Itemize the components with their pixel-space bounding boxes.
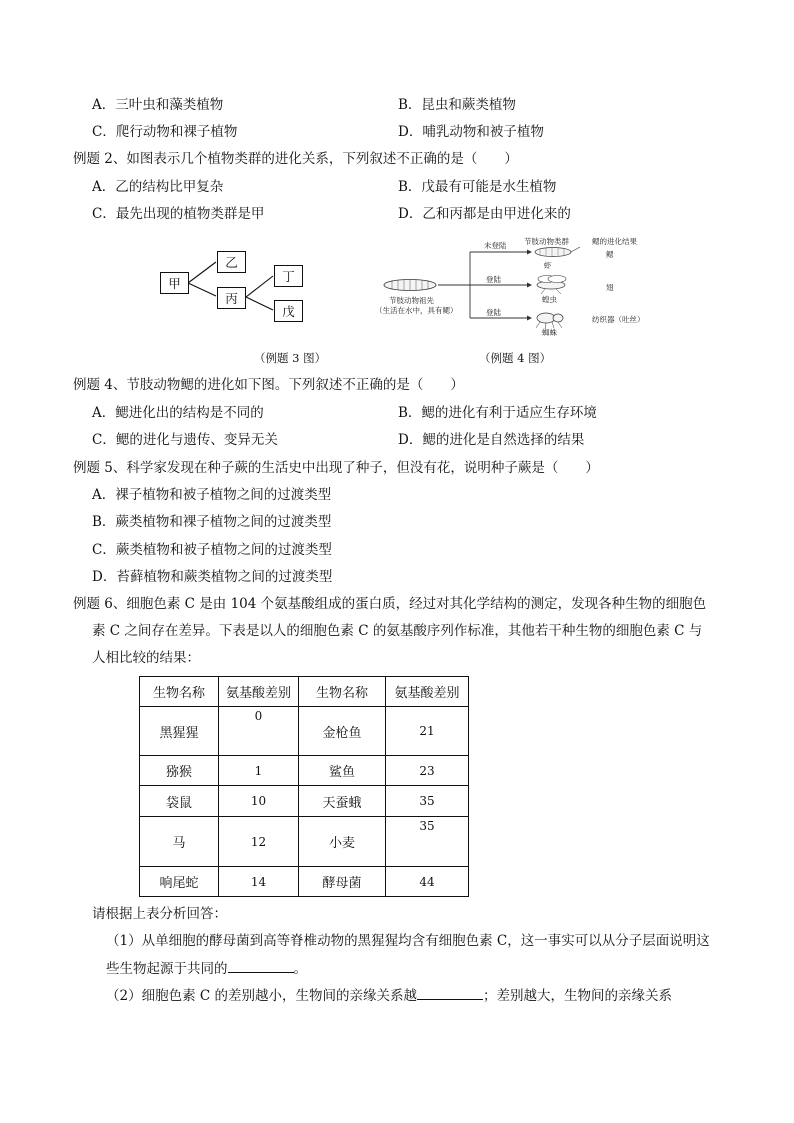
header-gill-result: 鳃的进化结果 <box>592 237 637 246</box>
table-header-cell: 氨基酸差别 <box>219 677 299 707</box>
table-cell-organism: 响尾蛇 <box>140 867 219 897</box>
shrimp-icon <box>535 247 580 257</box>
ancestor-label-line2: （生活在水中，具有鳃） <box>375 306 458 315</box>
table-row <box>140 786 469 817</box>
table-cell-organism: 黑猩猩 <box>140 707 219 756</box>
table-cell-difference: 21 <box>386 707 469 756</box>
table-cell-organism: 小麦 <box>299 817 386 867</box>
result-label-gill: 鳃 <box>606 250 614 259</box>
table-cell-difference: 35 <box>386 786 469 817</box>
q6-sub2-text-b: ；差别越大，生物间的亲缘关系 <box>483 988 673 1004</box>
q5-option-c: C．蕨类植物和被子植物之间的过渡类型 <box>92 542 332 558</box>
q5-option-d: D．苔藓植物和蕨类植物之间的过渡类型 <box>92 569 333 585</box>
q6-sub1-text: 些生物起源于共同的 <box>106 961 228 977</box>
q4-option-c: C．鳃的进化与遗传、变异无关 <box>92 432 278 448</box>
branch-label-landed-2: 登陆 <box>486 308 501 317</box>
node-jia: 甲 <box>160 272 189 294</box>
table-cell-organism: 金枪鱼 <box>299 707 386 756</box>
animal-label-spider: 蜘蛛 <box>542 328 557 337</box>
branch-label-not-landed: 未登陆 <box>484 241 507 250</box>
animal-label-shrimp: 虾 <box>544 261 552 270</box>
q6-stem-line3: 人相比较的结果： <box>92 650 200 666</box>
q6-sub1-line2 <box>106 958 307 979</box>
result-label-wing: 翅 <box>606 283 614 292</box>
q6-sub1-line1: （1）从单细胞的酵母菌到高等脊椎动物的黑猩猩均含有细胞色素 C，这一事实可以从分子层面说明这 <box>106 933 710 949</box>
figure-3-caption: （例题 3 图） <box>254 351 327 365</box>
table-header-cell: 生物名称 <box>140 677 219 707</box>
q1-option-c: C．爬行动物和裸子植物 <box>92 124 238 140</box>
q6-sub2-line <box>106 985 672 1006</box>
table-cell-organism: 袋鼠 <box>140 786 219 817</box>
table-cell-difference: 14 <box>219 867 299 897</box>
q1-option-d: D．哺乳动物和被子植物 <box>398 124 544 140</box>
q2-stem: 例题 2、如图表示几个植物类群的进化关系，下列叙述不正确的是（ ） <box>73 151 518 167</box>
table-cell-difference: 10 <box>219 786 299 817</box>
table-cell-organism: 鲨鱼 <box>299 756 386 786</box>
q4-option-a: A．鳃进化出的结构是不同的 <box>92 405 264 421</box>
q6-stem-line2: 素 C 之间存在差异。下表是以人的细胞色素 C 的氨基酸序列作标准，其他若干种生物的细胞色素 C 与 <box>92 623 703 639</box>
answer-blank-1[interactable] <box>228 958 294 973</box>
table-row <box>140 867 469 897</box>
table-cell-difference: 0 <box>219 707 299 756</box>
q6-sub2-text-a: （2）细胞色素 C 的差别越小，生物间的亲缘关系越 <box>106 988 418 1004</box>
table-cell-difference: 35 <box>386 817 469 867</box>
q1-option-a: A．三叶虫和藻类植物 <box>92 97 224 113</box>
q1-option-b: B．昆虫和蕨类植物 <box>398 97 516 113</box>
table-header-row <box>140 677 469 707</box>
node-ding: 丁 <box>274 265 303 287</box>
table-cell-difference: 12 <box>219 817 299 867</box>
q5-option-a: A．裸子植物和被子植物之间的过渡类型 <box>92 487 332 503</box>
table-row <box>140 756 469 786</box>
q2-option-d: D．乙和丙都是由甲进化来的 <box>398 206 571 222</box>
q4-stem: 例题 4、节肢动物鳃的进化如下图。下列叙述不正确的是（ ） <box>73 377 464 393</box>
q6-prompt: 请根据上表分析回答： <box>92 906 227 922</box>
q4-option-d: D．鳃的进化是自然选择的结果 <box>398 432 585 448</box>
branch-label-landed-1: 登陆 <box>486 275 501 284</box>
table-cell-organism: 马 <box>140 817 219 867</box>
q6-sub1-end: 。 <box>293 961 307 977</box>
table-row <box>140 817 469 867</box>
table-cell-organism: 酵母菌 <box>299 867 386 897</box>
q2-option-c: C．最先出现的植物类群是甲 <box>92 206 265 222</box>
ancestor-label-line1: 节肢动物祖先 <box>389 296 434 305</box>
header-arthropod-group: 节肢动物类群 <box>524 237 569 246</box>
table-cell-difference: 23 <box>386 756 469 786</box>
table-header-cell: 生物名称 <box>299 677 386 707</box>
table-cell-organism: 天蚕蛾 <box>299 786 386 817</box>
figure-4-caption: （例题 4 图） <box>479 351 552 365</box>
table-header-cell: 氨基酸差别 <box>386 677 469 707</box>
answer-blank-2[interactable] <box>417 985 483 1000</box>
node-yi: 乙 <box>217 251 246 273</box>
cytochrome-c-table <box>139 676 469 897</box>
table-cell-organism: 猕猴 <box>140 756 219 786</box>
table-cell-difference: 1 <box>219 756 299 786</box>
locust-icon <box>537 276 566 295</box>
q2-option-a: A．乙的结构比甲复杂 <box>92 179 224 195</box>
q5-stem: 例题 5、科学家发现在种子蕨的生活史中出现了种子，但没有花，说明种子蕨是（ ） <box>73 460 599 476</box>
table-cell-difference: 44 <box>386 867 469 897</box>
q2-option-b: B．戊最有可能是水生植物 <box>398 179 557 195</box>
node-bing: 丙 <box>217 287 246 309</box>
q6-stem-line1: 例题 6、细胞色素 C 是由 104 个氨基酸组成的蛋白质，经过对其化学结构的测定，发现各种生物的细胞色 <box>73 596 707 612</box>
animal-label-locust: 蝗虫 <box>542 295 557 304</box>
ancestor-arthropod-icon <box>384 280 436 291</box>
node-wu: 戊 <box>274 300 303 322</box>
table-row <box>140 707 469 756</box>
q4-option-b: B．鳃的进化有利于适应生存环境 <box>398 405 597 421</box>
result-label-spinneret: 纺织器（吐丝） <box>592 315 645 324</box>
q5-option-b: B．蕨类植物和裸子植物之间的过渡类型 <box>92 514 332 530</box>
